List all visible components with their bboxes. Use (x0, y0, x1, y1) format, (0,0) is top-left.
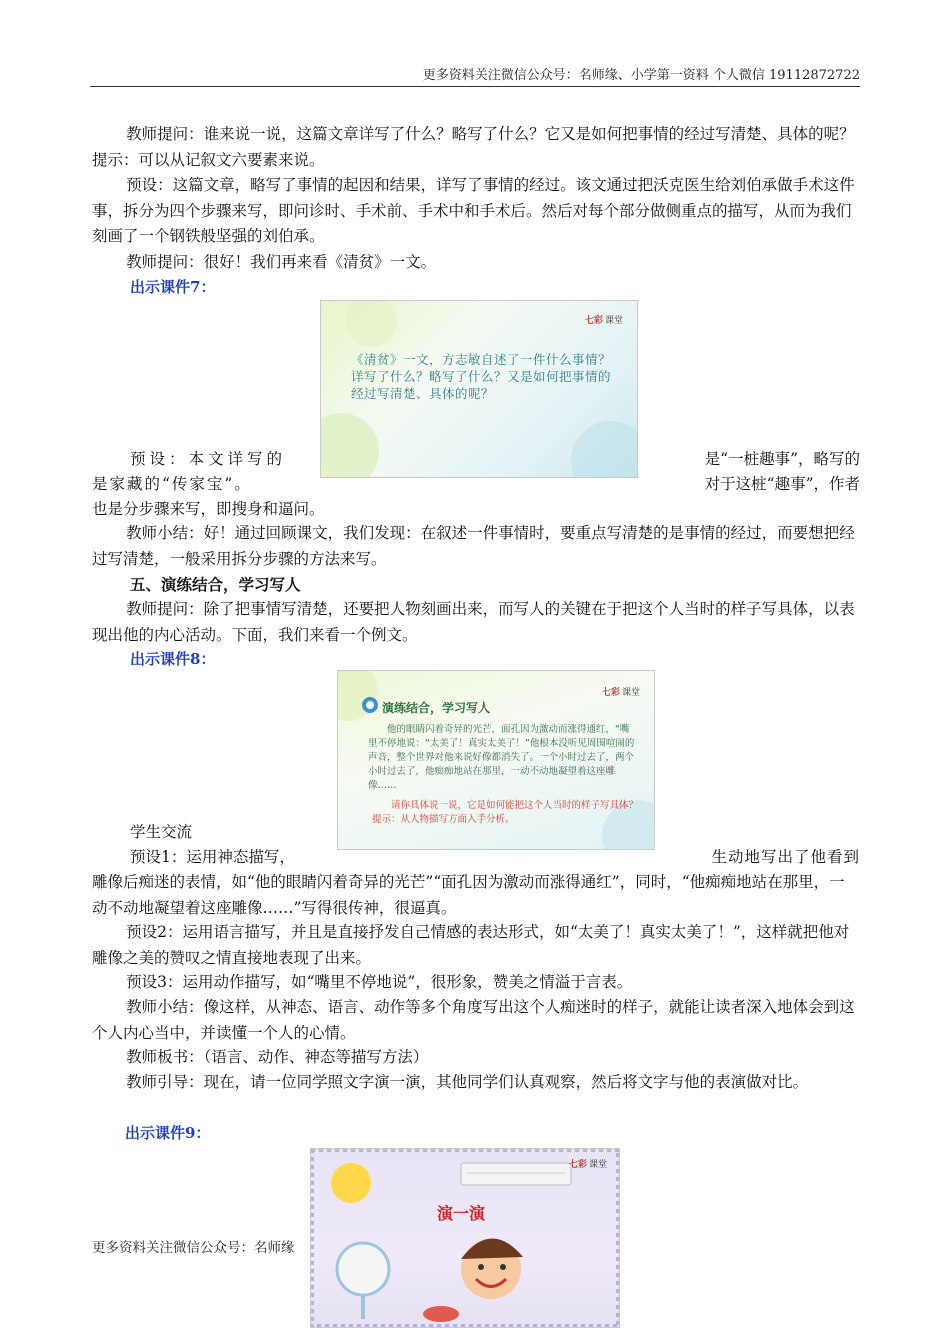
paragraph-teacher-question-3: 教师提问：除了把事情写清楚，还要把人物刻画出来，而写人的关键在于把这个人当时的样子写具体，以表现出他的内心活动。下面，我们来看一个例文。 (92, 600, 855, 644)
section-heading-5: 五、演练结合，学习写人 (130, 575, 301, 594)
paragraph-preset-3-part-b: 生动地写出了他看到 (711, 848, 860, 866)
paragraph-teacher-question-2: 教师提问：很好！我们再来看《清贫》一文。 (126, 253, 437, 271)
paragraph-preset-2-part-c: 是家藏的“传家宝”。 (92, 475, 252, 493)
slide-8-logo: 七彩 课堂 (601, 688, 640, 698)
paragraph-teacher-board: 教师板书：（语言、动作、神态等描写方法） (126, 1048, 429, 1066)
paragraph-teacher-summary-2: 教师小结：像这样，从神态、语言、动作等多个角度写出这个人痴迷时的样子，就能让读者深入地体会到这个人内心当中，并读懂一个人的心情。 (92, 998, 855, 1042)
sun-icon (331, 1163, 371, 1203)
paragraph-preset-3-part-a: 预设1：运用神态描写， (130, 848, 295, 866)
slide-7-logo: 七彩 课堂 (584, 316, 623, 326)
courseware-8-label: 出示课件8： (130, 650, 216, 668)
courseware-7-slide (320, 300, 638, 478)
paragraph-preset-1: 预设：这篇文章，略写了事情的起因和结果，详写了事情的经过。该文通过把沃克医生给刘伯承做手术这件事，拆分为四个步骤来写，即问诊时、手术前、手术中和手术后。然后对每个部分做侧重点的描写，从而为我们刻画了一个钢铁般坚强的刘伯承。 (92, 176, 855, 245)
paragraph-preset-5: 预设3：运用动作描写，如“嘴里不停地说”，很形象，赞美之情溢于言表。 (126, 973, 633, 991)
slide-8-question: 请你具体说一说，它是如何能把这个人当时的样子写具体？提示：从人物描写方面入手分析。 (372, 800, 639, 825)
slide-8-title: 演练结合，学习写人 (382, 701, 491, 715)
slide-9-decoration (311, 1149, 619, 1327)
page-footer: 更多资料关注微信公众号：名师缘 (92, 1240, 295, 1256)
slide-9-logo: 七彩 课堂 (568, 1160, 607, 1170)
paragraph-preset-2-part-b: 是“一桩趣事”，略写的 (704, 450, 860, 468)
watermelon-icon (423, 1306, 459, 1322)
courseware-9-label: 出示课件9： (125, 1124, 211, 1142)
paragraph-preset-4: 预设2：运用语言描写，并且是直接抒发自己情感的表达形式，如“太美了！真实太美了！”，这样就把他对雕像之美的赞叹之情直接地表现了出来。 (92, 923, 850, 967)
paragraph-teacher-summary-1: 教师小结：好！通过回顾课文，我们发现：在叙述一件事情时，要重点写清楚的是事情的经过，而要想把经过写清楚，一般采用拆分步骤的方法来写。 (92, 524, 855, 568)
paragraph-preset-2-part-d: 对于这桩“趣事”，作者 (704, 475, 860, 493)
paragraph-preset-2-part-e: 也是分步骤来写，即搜身和逼问。 (92, 500, 325, 518)
header-divider (90, 86, 860, 87)
slide-8-body: 他的眼睛闪着奇异的光芒，面孔因为激动而涨得通红，“嘴里不停地说：“太美了！真实太美了！”他根本没听见周围喧闹的声音，整个世界对他来说好像都消失了。一个小时过去了，两个小时过去了，他痴痴地站在那里，一动不动地凝望着这座雕像…… (368, 724, 635, 791)
paragraph-teacher-question-1: 教师提问：谁来说一说，这篇文章详写了什么？略写了什么？它又是如何把事情的经过写清楚、具体的呢？提示：可以从记叙文六要素来说。 (92, 125, 855, 169)
slide-9-title: 演一演 (437, 1204, 486, 1223)
fan-icon (337, 1243, 389, 1295)
paragraph-student-exchange: 学生交流 (130, 823, 193, 841)
courseware-9-slide (310, 1148, 620, 1328)
paragraph-preset-3-part-c: 雕像后痴迷的表情，如“他的眼睛闪着奇异的光芒”“面孔因为激动而涨得通红”，同时，“他痴痴地站在那里，一动不动地凝望着这座雕像……”写得很传神，很逼真。 (92, 873, 845, 917)
slide-7-text: 《清贫》一文，方志敏自述了一件什么事情？详写了什么？略写了什么？又是如何把事情的经过写清楚、具体的呢？ (351, 352, 612, 401)
page-header: 更多资料关注微信公众号：名师缘、小学第一资料 个人微信 19112872722 (422, 68, 860, 83)
paragraph-teacher-guide: 教师引导：现在，请一位同学照文字演一演，其他同学们认真观察，然后将文字与他的表演做对比。 (126, 1073, 809, 1091)
paragraph-preset-2-part-a: 预设：本文详写的 (130, 450, 287, 468)
courseware-7-label: 出示课件7： (130, 278, 216, 296)
